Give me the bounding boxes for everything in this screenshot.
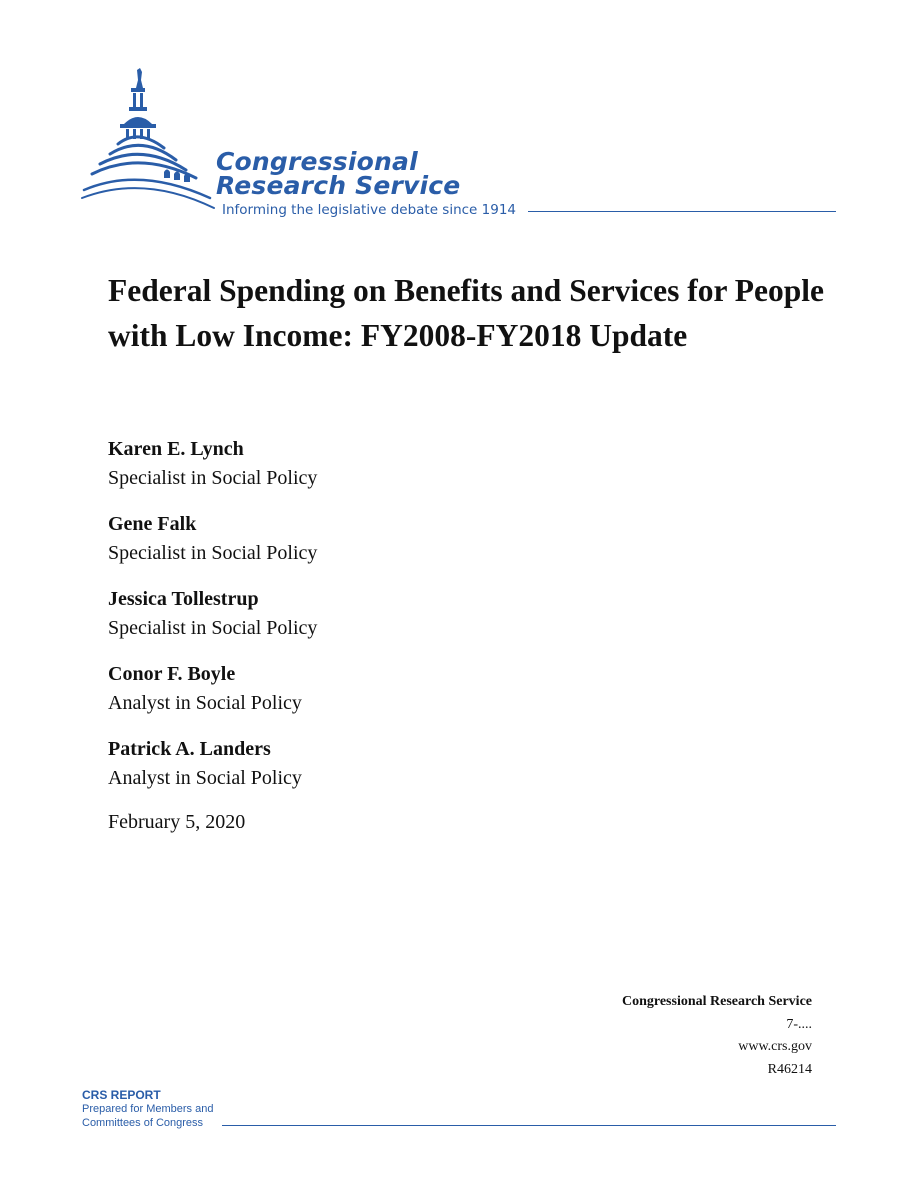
author-block xyxy=(108,660,302,718)
crs-report-footer xyxy=(82,1088,836,1132)
author-role: Specialist in Social Policy xyxy=(108,467,318,489)
logo-name-line1: Congressional xyxy=(216,147,418,176)
report-date: February 5, 2020 xyxy=(108,811,246,833)
logo-name-line2: Research Service xyxy=(216,171,461,200)
footer-line: Committees of Congress xyxy=(82,1117,204,1129)
footer-label: CRS REPORT xyxy=(82,1088,161,1102)
author-role: Analyst in Social Policy xyxy=(108,767,302,789)
publisher-code: 7-.... xyxy=(786,1016,812,1032)
crs-logo xyxy=(80,66,840,226)
author-block xyxy=(108,510,317,568)
footer-line: Prepared for Members and xyxy=(82,1103,214,1115)
author-block xyxy=(108,585,317,643)
author-name: Gene Falk xyxy=(108,513,197,535)
publisher-website: www.crs.gov xyxy=(738,1039,812,1054)
author-name: Karen E. Lynch xyxy=(108,438,244,460)
author-block xyxy=(108,735,302,793)
author-role: Specialist in Social Policy xyxy=(108,542,318,564)
report-number: R46214 xyxy=(767,1061,812,1077)
footer-divider xyxy=(222,1125,836,1126)
capitol-dome-icon xyxy=(80,66,220,216)
author-role: Analyst in Social Policy xyxy=(108,692,302,714)
author-block xyxy=(108,435,317,493)
author-name: Conor F. Boyle xyxy=(108,663,236,685)
logo-divider xyxy=(528,211,836,212)
publisher-name: Congressional Research Service xyxy=(621,994,812,1009)
logo-tagline: Informing the legislative debate since 1914 xyxy=(222,202,517,218)
author-role: Specialist in Social Policy xyxy=(108,617,318,639)
author-name: Jessica Tollestrup xyxy=(108,588,259,610)
publisher-block xyxy=(622,991,812,1081)
author-name: Patrick A. Landers xyxy=(108,738,271,760)
report-title: Federal Spending on Benefits and Services for People with Low Income: FY2008-FY2018 Update xyxy=(108,273,825,353)
